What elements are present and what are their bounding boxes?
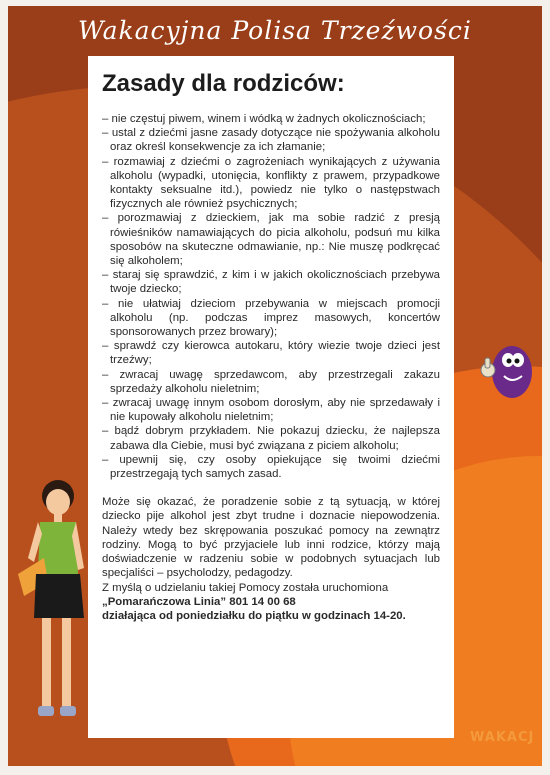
rule-item: – nie częstuj piwem, winem i wódką w żadnych okolicznościach;: [102, 112, 440, 126]
helpline-hours: działająca od poniedziałku do piątku w godzinach 14-20.: [102, 609, 406, 622]
rules-list: [102, 112, 440, 481]
rule-item: – staraj się sprawdzić, z kim i w jakich okolicznościach przebywa twoje dziecko;: [102, 268, 440, 296]
helpline-intro: Z myślą o udzielaniu takiej Pomocy została uruchomiona: [102, 581, 389, 594]
mascot-icon: [476, 336, 536, 402]
girl-illustration-icon: [14, 478, 94, 748]
rule-item: – ustal z dziećmi jasne zasady dotyczące nie spożywania alkoholu oraz określ konsekwencje za ich złamanie;: [102, 126, 440, 154]
rule-item: – upewnij się, czy osoby opiekujące się twoimi dziećmi przestrzegają tych samych zasad.: [102, 453, 440, 481]
poster-title: Wakacyjna Polisa Trzeźwości: [78, 16, 472, 45]
rules-card: [88, 56, 454, 738]
rule-item: – porozmawiaj z dzieckiem, jak ma sobie radzić z presją rówieśników namawiających do picia alkoholu, podsuń mu kilka sposobów na skuteczne odmawianie, np.: Nie muszę podkręcać się alkoholem;: [102, 211, 440, 268]
rule-item: – rozmawiaj z dziećmi o zagrożeniach wynikających z używania alkoholu (wypadki, utonięcia, konflikty z prawem, przypadkowe kontakty seksualne itd.), powiedz nie tylko o następstwach fizycznych ale również psychicznych;: [102, 155, 440, 212]
rule-item: – nie ułatwiaj dzieciom przebywania w miejscach promocji alkoholu (np. podczas imprez masowych, koncertów sponsorowanych przez browary);: [102, 297, 440, 340]
rule-item: – zwracaj uwagę sprzedawcom, aby przestrzegali zakazu sprzedaży alkoholu nieletnim;: [102, 368, 440, 396]
rule-item: – bądź dobrym przykładem. Nie pokazuj dziecku, że najlepsza zabawa dla Ciebie, musi być związana z piciem alkoholu;: [102, 424, 440, 452]
card-heading: Zasady dla rodziców:: [102, 70, 345, 97]
helpline-phone: 801 14 00 68: [229, 595, 296, 608]
helpline-line: [102, 595, 440, 609]
footer-brand: WAKACJ: [470, 730, 535, 745]
helpline-name: „Pomarańczowa Linia”: [102, 595, 227, 608]
help-paragraph: Może się okazać, że poradzenie sobie z tą sytuacją, w której dziecko pije alkohol jest zbyt trudne i doznacie niepowodzenia. Należy wtedy bez skrępowania poszukać pomocy na zewnątrz rodziny. Mogą to być przyjaciele lub inni rodzice, którzy mają doświadczenie w radzeniu sobie w podobnych sytuacjach lub specjaliści – psycholodzy, pedagodzy.: [102, 496, 440, 580]
rule-item: – zwracaj uwagę innym osobom dorosłym, aby nie sprzedawały i nie kupowały alkoholu nieletnim;: [102, 396, 440, 424]
rule-item: – sprawdź czy kierowca autokaru, który wiezie twoje dzieci jest trzeźwy;: [102, 339, 440, 367]
